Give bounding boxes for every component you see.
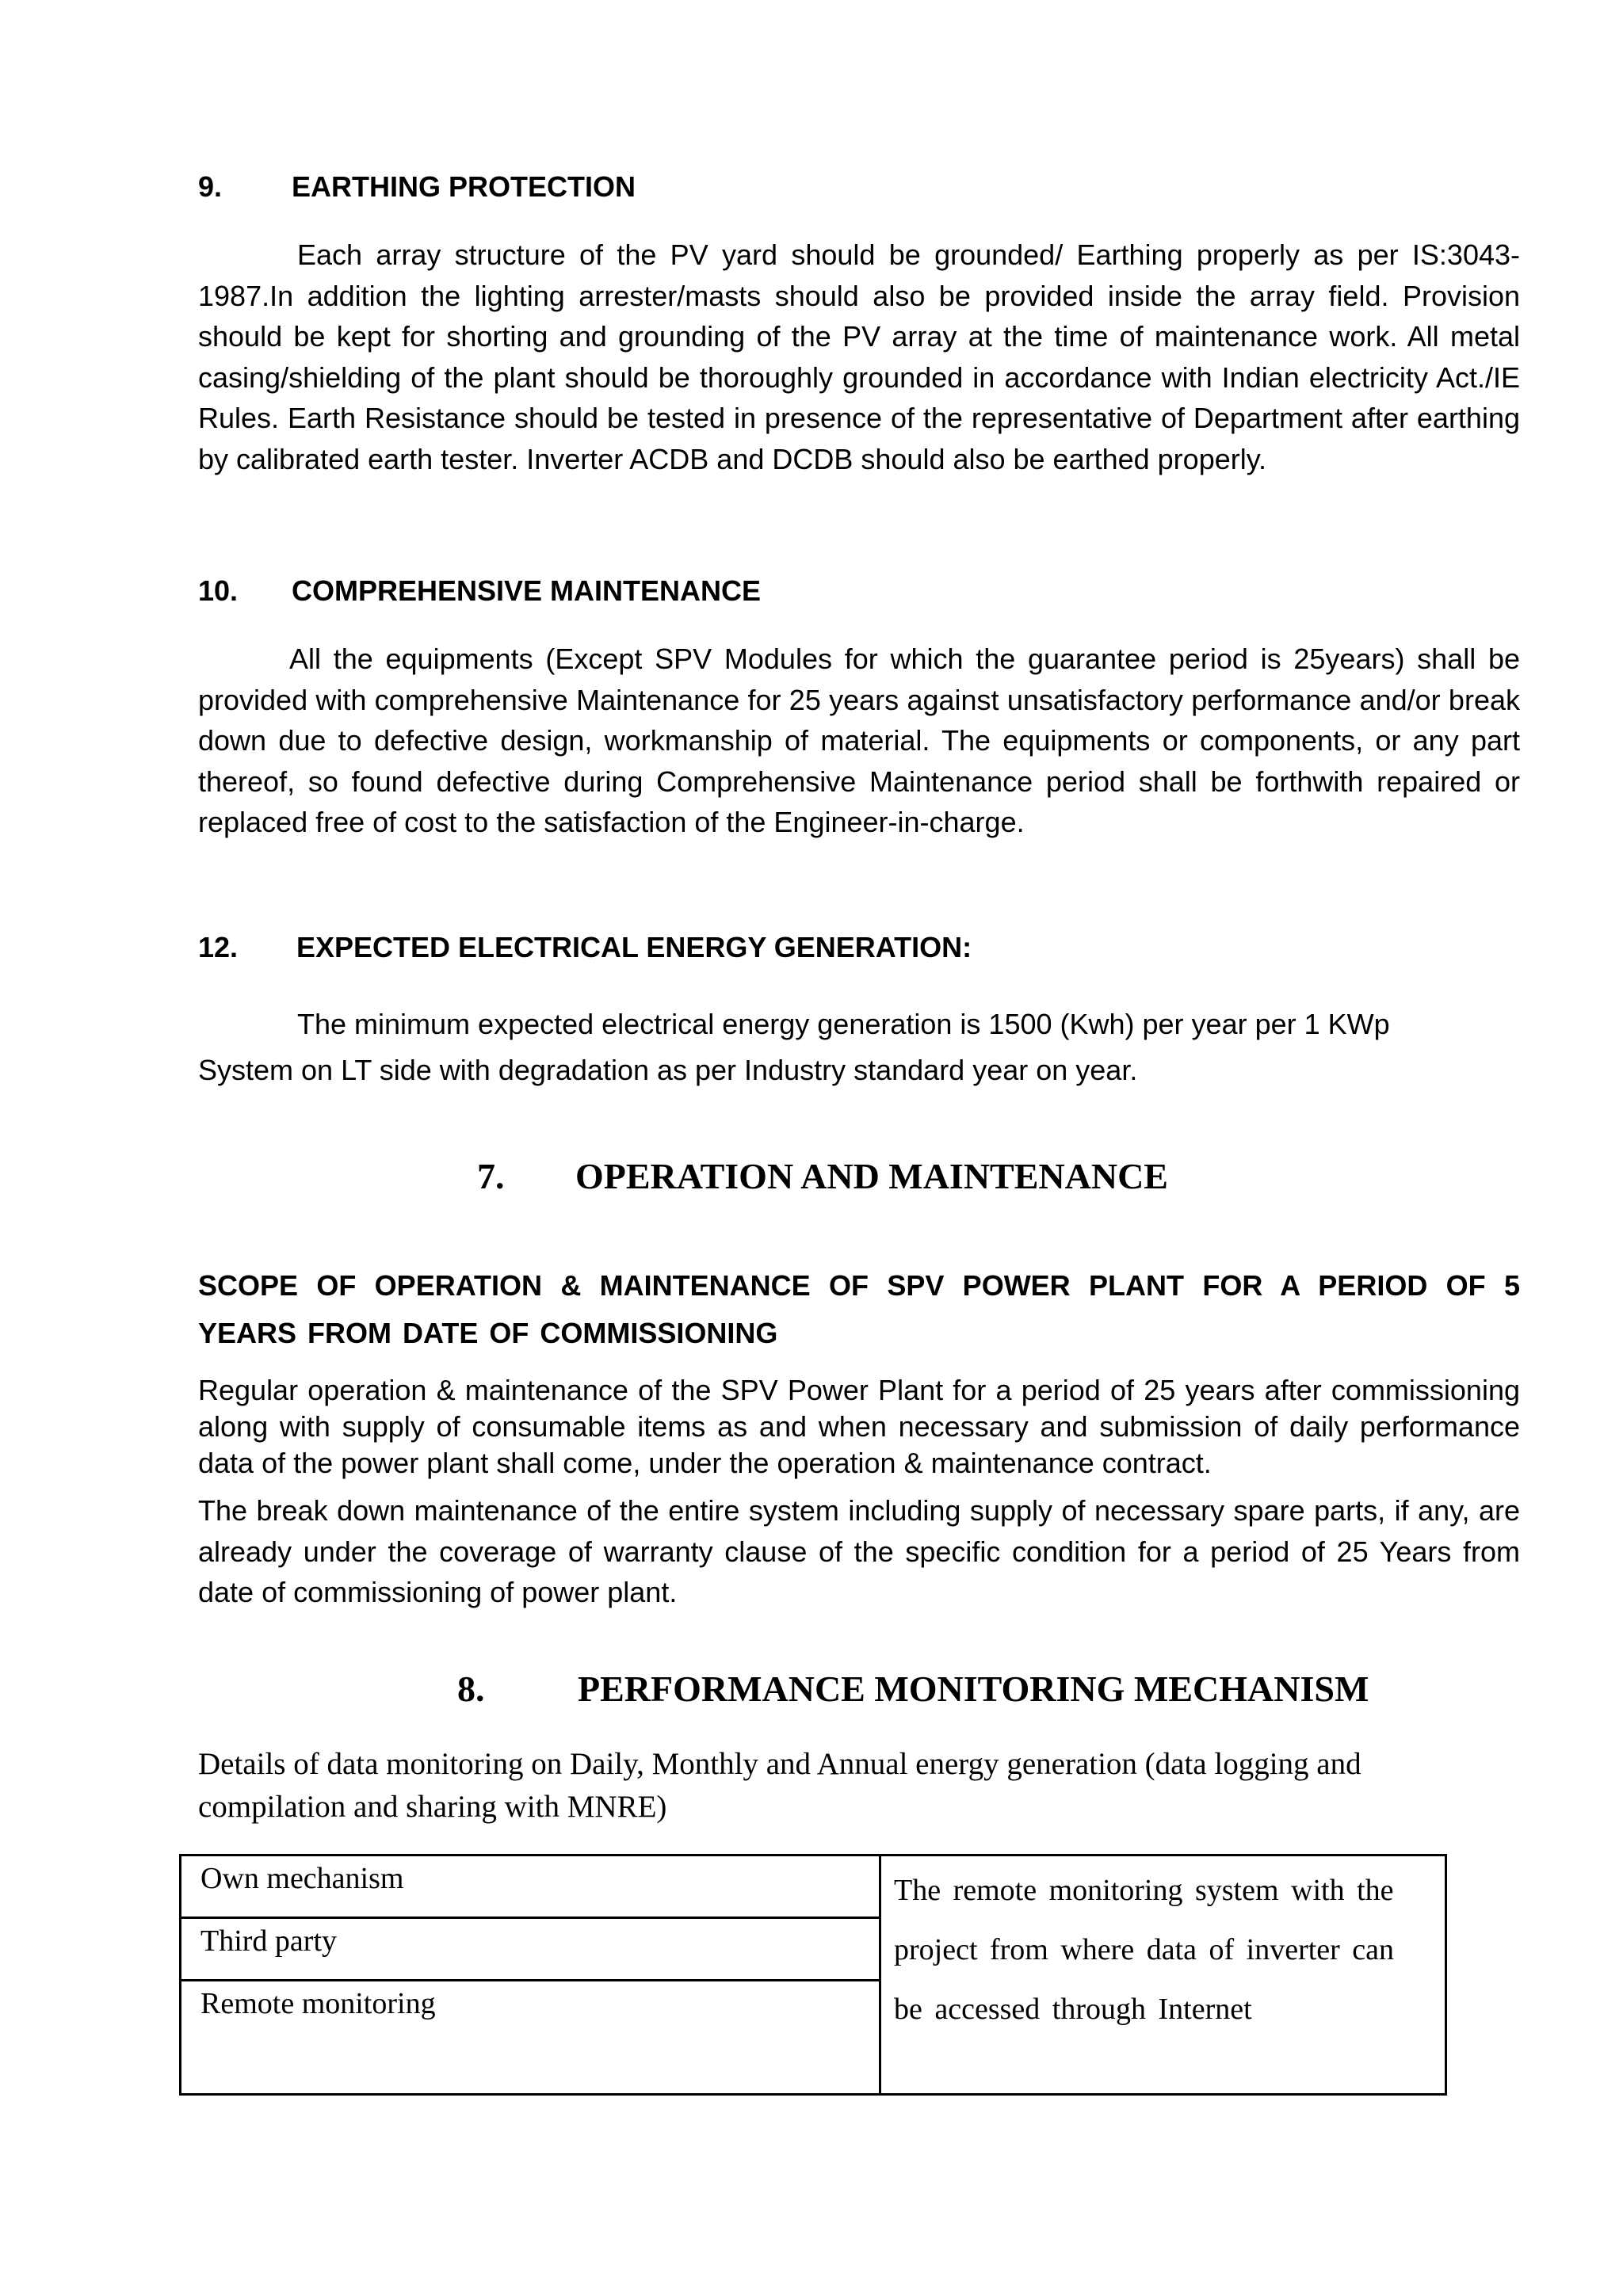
scope-heading: SCOPE OF OPERATION & MAINTENANCE OF SPV POWER PLANT FOR A PERIOD OF 5 YEARS FROM DATE OF COMMISSIONING — [198, 1269, 1520, 1349]
earthing-paragraph — [198, 235, 1520, 479]
generation-line-1: The minimum expected electrical energy generation is 1500 (Kwh) per year per 1 KWp — [297, 1008, 1390, 1040]
chapter-number: 8. — [457, 1669, 485, 1709]
monitoring-table — [179, 1854, 1447, 2096]
earthing-body: Each array structure of the PV yard should be grounded/ Earthing properly as per IS:3043-1987.In addition the lighting arrester/masts should also be provided inside the array field. Provision should be kept for shorting and grounding of the PV array at the time of maintenance work. All metal casing/shielding of the plant should be thoroughly grounded in accordance with Indian electricity Act./IE Rules. Earth Resistance should be tested in presence of the representative of Department after earthing by calibrated earth tester. Inverter ACDB and DCDB should also be earthed properly. — [198, 238, 1520, 475]
section-heading-generation — [198, 931, 972, 964]
table-row — [181, 1855, 1446, 1918]
chapter-title: PERFORMANCE MONITORING MECHANISM — [578, 1669, 1369, 1709]
section-number: 10. — [198, 574, 239, 607]
section-number: 12. — [198, 931, 239, 963]
operation-paragraph-2: The break down maintenance of the entire system including supply of necessary spare parts, if any, are already under the coverage of warranty clause of the specific condition for a period of 25 Years from date of commissioning of power plant. — [198, 1494, 1520, 1608]
chapter-number: 7. — [477, 1156, 505, 1196]
table-cell: Remote monitoring — [181, 1981, 880, 2095]
maintenance-body: All the equipments (Except SPV Modules for which the guarantee period is 25years) shall be provided with comprehensive Maintenance for 25 years against unsatisfactory performance and/or break down due to defective design, workmanship of material. The equipments or components, or any part thereof, so found defective during Comprehensive Maintenance period shall be forthwith repaired or replaced free of cost to the satisfaction of the Engineer-in-charge. — [198, 643, 1520, 838]
operation-paragraph-1: Regular operation & maintenance of the SPV Power Plant for a period of 25 years after commissioning along with supply of consumable items as and when necessary and submission of daily performance data of the power plant shall come, under the operation & maintenance contract. — [198, 1374, 1520, 1479]
table-cell: Third party — [181, 1918, 880, 1981]
table-cell: Own mechanism — [181, 1855, 880, 1918]
generation-line-2: System on LT side with degradation as per Industry standard year on year. — [198, 1054, 1138, 1086]
chapter-title: OPERATION AND MAINTENANCE — [575, 1156, 1168, 1196]
maintenance-paragraph — [198, 639, 1520, 843]
chapter-heading-operation — [477, 1155, 1168, 1197]
section-heading-earthing — [198, 170, 636, 204]
section-title: EXPECTED ELECTRICAL ENERGY GENERATION: — [296, 931, 972, 963]
section-heading-maintenance — [198, 574, 761, 608]
section-title: COMPREHENSIVE MAINTENANCE — [292, 574, 762, 607]
section-title: EARTHING PROTECTION — [292, 170, 636, 203]
chapter-heading-monitoring — [457, 1668, 1369, 1710]
table-cell-description: The remote monitoring system with the project from where data of inverter can be accessed through Internet — [880, 1855, 1446, 2095]
monitoring-intro: Details of data monitoring on Daily, Monthly and Annual energy generation (data logging and compilation and sharing with MNRE) — [198, 1747, 1361, 1824]
section-number: 9. — [198, 170, 223, 203]
